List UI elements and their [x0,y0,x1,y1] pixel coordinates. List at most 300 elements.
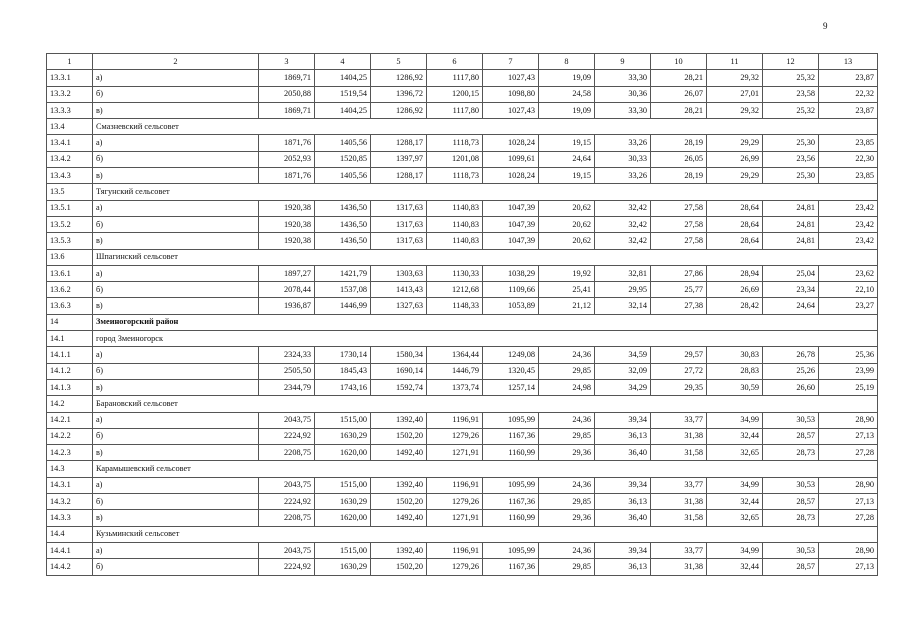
value-cell: 28,42 [707,298,763,314]
table-row [47,233,878,249]
value-cell: 29,29 [707,168,763,184]
value-cell: 29,85 [539,428,595,444]
value-cell: 2052,93 [259,151,315,167]
value-cell: 22,32 [819,86,878,102]
value-cell: 1317,63 [371,216,427,232]
value-cell: 25,32 [763,70,819,86]
value-cell: 33,77 [651,542,707,558]
value-cell: 1871,76 [259,135,315,151]
value-cell: 32,44 [707,494,763,510]
value-cell: 1620,00 [315,510,371,526]
value-cell: 1140,83 [427,216,483,232]
value-cell: 28,90 [819,412,878,428]
value-cell: 1936,87 [259,298,315,314]
value-cell: 26,99 [707,151,763,167]
value-cell: 1446,79 [427,363,483,379]
table-row [47,494,878,510]
value-cell: 23,42 [819,216,878,232]
value-cell: 28,90 [819,477,878,493]
value-cell: 26,78 [763,347,819,363]
value-cell: 1148,33 [427,298,483,314]
value-cell: 1690,14 [371,363,427,379]
section-title: Шпагинский сельсовет [93,249,878,265]
value-cell: 28,21 [651,70,707,86]
value-cell: 36,40 [595,510,651,526]
value-cell: 1436,50 [315,233,371,249]
row-label: б) [93,363,259,379]
value-cell: 30,59 [707,379,763,395]
row-label: б) [93,282,259,298]
row-label: в) [93,102,259,118]
value-cell: 30,53 [763,412,819,428]
row-code: 13.5.1 [47,200,93,216]
value-cell: 32,42 [595,200,651,216]
value-cell: 27,28 [819,510,878,526]
row-code: 13.3.3 [47,102,93,118]
value-cell: 30,53 [763,477,819,493]
value-cell: 1099,61 [483,151,539,167]
table-row [47,135,878,151]
value-cell: 27,13 [819,559,878,575]
value-cell: 19,15 [539,135,595,151]
row-label: б) [93,494,259,510]
value-cell: 1028,24 [483,168,539,184]
value-cell: 1279,26 [427,559,483,575]
value-cell: 33,26 [595,135,651,151]
value-cell: 25,19 [819,379,878,395]
header-cell: 2 [93,54,259,70]
value-cell: 2050,88 [259,86,315,102]
value-cell: 20,62 [539,233,595,249]
row-code: 13.5 [47,184,93,200]
value-cell: 30,83 [707,347,763,363]
value-cell: 31,38 [651,559,707,575]
row-code: 14.3 [47,461,93,477]
value-cell: 32,14 [595,298,651,314]
value-cell: 25,36 [819,347,878,363]
value-cell: 2505,50 [259,363,315,379]
row-label: в) [93,233,259,249]
row-label: в) [93,168,259,184]
value-cell: 1580,34 [371,347,427,363]
row-code: 14.3.1 [47,477,93,493]
value-cell: 1200,15 [427,86,483,102]
value-cell: 2344,79 [259,379,315,395]
value-cell: 1140,83 [427,233,483,249]
value-cell: 2224,92 [259,494,315,510]
value-cell: 22,30 [819,151,878,167]
table-row [47,379,878,395]
section-title: Карамышевский сельсовет [93,461,878,477]
value-cell: 32,44 [707,428,763,444]
value-cell: 26,05 [651,151,707,167]
value-cell: 1117,80 [427,102,483,118]
value-cell: 29,85 [539,494,595,510]
value-cell: 28,19 [651,135,707,151]
value-cell: 1436,50 [315,200,371,216]
value-cell: 20,62 [539,200,595,216]
row-label: а) [93,70,259,86]
value-cell: 1303,63 [371,265,427,281]
header-cell: 8 [539,54,595,70]
value-cell: 2078,44 [259,282,315,298]
table-row [47,282,878,298]
value-cell: 33,30 [595,102,651,118]
value-cell: 1320,45 [483,363,539,379]
value-cell: 26,69 [707,282,763,298]
value-cell: 23,87 [819,102,878,118]
header-cell: 3 [259,54,315,70]
value-cell: 1317,63 [371,200,427,216]
value-cell: 1249,08 [483,347,539,363]
row-code: 13.6 [47,249,93,265]
header-row [47,54,878,70]
row-code: 14.3.2 [47,494,93,510]
value-cell: 28,94 [707,265,763,281]
value-cell: 36,13 [595,428,651,444]
value-cell: 1421,79 [315,265,371,281]
value-cell: 1405,56 [315,168,371,184]
value-cell: 2208,75 [259,510,315,526]
table-row [47,445,878,461]
table-row [47,86,878,102]
value-cell: 26,60 [763,379,819,395]
value-cell: 1095,99 [483,477,539,493]
value-cell: 1196,91 [427,542,483,558]
value-cell: 32,09 [595,363,651,379]
value-cell: 1373,74 [427,379,483,395]
row-code: 14.4 [47,526,93,542]
value-cell: 1109,66 [483,282,539,298]
value-cell: 1160,99 [483,510,539,526]
row-label: а) [93,477,259,493]
value-cell: 1404,25 [315,70,371,86]
table-row [47,510,878,526]
value-cell: 1743,16 [315,379,371,395]
section-title: Кузьминский сельсовет [93,526,878,542]
value-cell: 1167,36 [483,428,539,444]
value-cell: 29,32 [707,70,763,86]
section-title: Барановский сельсовет [93,396,878,412]
value-cell: 1630,29 [315,559,371,575]
value-cell: 2043,75 [259,412,315,428]
value-cell: 28,21 [651,102,707,118]
value-cell: 24,58 [539,86,595,102]
value-cell: 34,99 [707,477,763,493]
value-cell: 1140,83 [427,200,483,216]
value-cell: 1502,20 [371,428,427,444]
value-cell: 28,73 [763,445,819,461]
value-cell: 1869,71 [259,70,315,86]
value-cell: 32,65 [707,445,763,461]
value-cell: 1405,56 [315,135,371,151]
value-cell: 1630,29 [315,428,371,444]
value-cell: 32,44 [707,559,763,575]
value-cell: 32,42 [595,233,651,249]
row-code: 14.3.3 [47,510,93,526]
value-cell: 29,32 [707,102,763,118]
row-code: 14 [47,314,93,330]
value-cell: 1095,99 [483,412,539,428]
row-code: 13.6.2 [47,282,93,298]
value-cell: 31,58 [651,445,707,461]
value-cell: 33,30 [595,70,651,86]
value-cell: 1392,40 [371,412,427,428]
row-code: 13.3.2 [47,86,93,102]
value-cell: 32,42 [595,216,651,232]
table-row [47,102,878,118]
value-cell: 39,34 [595,412,651,428]
table-row [47,265,878,281]
value-cell: 1118,73 [427,168,483,184]
value-cell: 1920,38 [259,233,315,249]
section-row [47,331,878,347]
value-cell: 33,77 [651,412,707,428]
value-cell: 1047,39 [483,216,539,232]
row-label: б) [93,428,259,444]
value-cell: 23,27 [819,298,878,314]
section-row [47,249,878,265]
value-cell: 23,85 [819,168,878,184]
value-cell: 36,13 [595,559,651,575]
header-cell: 4 [315,54,371,70]
row-code: 13.6.3 [47,298,93,314]
value-cell: 27,28 [819,445,878,461]
row-label: в) [93,298,259,314]
table-row [47,168,878,184]
row-code: 13.5.3 [47,233,93,249]
header-cell: 5 [371,54,427,70]
value-cell: 1730,14 [315,347,371,363]
value-cell: 1920,38 [259,216,315,232]
row-label: б) [93,151,259,167]
value-cell: 1436,50 [315,216,371,232]
row-code: 14.1.3 [47,379,93,395]
value-cell: 24,98 [539,379,595,395]
value-cell: 28,57 [763,428,819,444]
value-cell: 26,07 [651,86,707,102]
value-cell: 1130,33 [427,265,483,281]
value-cell: 1212,68 [427,282,483,298]
value-cell: 23,99 [819,363,878,379]
value-cell: 25,41 [539,282,595,298]
value-cell: 29,29 [707,135,763,151]
value-cell: 1520,85 [315,151,371,167]
value-cell: 1364,44 [427,347,483,363]
value-cell: 1196,91 [427,412,483,428]
value-cell: 1397,97 [371,151,427,167]
value-cell: 2324,33 [259,347,315,363]
value-cell: 1537,08 [315,282,371,298]
section-row [47,396,878,412]
value-cell: 19,09 [539,102,595,118]
value-cell: 1630,29 [315,494,371,510]
value-cell: 24,36 [539,347,595,363]
row-label: а) [93,135,259,151]
value-cell: 34,59 [595,347,651,363]
value-cell: 29,85 [539,363,595,379]
row-code: 13.4.2 [47,151,93,167]
row-code: 14.4.1 [47,542,93,558]
value-cell: 1098,80 [483,86,539,102]
value-cell: 23,34 [763,282,819,298]
value-cell: 28,64 [707,200,763,216]
value-cell: 1327,63 [371,298,427,314]
section-row [47,461,878,477]
value-cell: 27,58 [651,200,707,216]
value-cell: 1286,92 [371,102,427,118]
value-cell: 1160,99 [483,445,539,461]
value-cell: 1515,00 [315,412,371,428]
row-code: 14.2.1 [47,412,93,428]
table-row [47,363,878,379]
section-title: Тягунский сельсовет [93,184,878,200]
value-cell: 1167,36 [483,559,539,575]
header-cell: 13 [819,54,878,70]
value-cell: 2208,75 [259,445,315,461]
value-cell: 1515,00 [315,477,371,493]
value-cell: 1196,91 [427,477,483,493]
row-code: 14.2.2 [47,428,93,444]
value-cell: 1620,00 [315,445,371,461]
value-cell: 1871,76 [259,168,315,184]
row-label: в) [93,379,259,395]
header-cell: 11 [707,54,763,70]
row-code: 14.1 [47,331,93,347]
value-cell: 24,36 [539,412,595,428]
row-code: 14.1.1 [47,347,93,363]
row-code: 13.4.1 [47,135,93,151]
value-cell: 2043,75 [259,542,315,558]
value-cell: 24,64 [539,151,595,167]
value-cell: 27,13 [819,494,878,510]
value-cell: 23,56 [763,151,819,167]
value-cell: 24,36 [539,542,595,558]
value-cell: 39,34 [595,477,651,493]
header-cell: 10 [651,54,707,70]
value-cell: 1027,43 [483,70,539,86]
value-cell: 1492,40 [371,510,427,526]
section-title: город Змеиногорск [93,331,878,347]
value-cell: 1515,00 [315,542,371,558]
value-cell: 1845,43 [315,363,371,379]
section-title: Смазневский сельсовет [93,119,878,135]
value-cell: 1118,73 [427,135,483,151]
value-cell: 1897,27 [259,265,315,281]
value-cell: 1920,38 [259,200,315,216]
value-cell: 2224,92 [259,428,315,444]
value-cell: 30,53 [763,542,819,558]
row-code: 13.3.1 [47,70,93,86]
value-cell: 23,85 [819,135,878,151]
value-cell: 25,30 [763,135,819,151]
value-cell: 2224,92 [259,559,315,575]
row-code: 13.5.2 [47,216,93,232]
value-cell: 1492,40 [371,445,427,461]
value-cell: 27,58 [651,233,707,249]
value-cell: 1027,43 [483,102,539,118]
value-cell: 29,85 [539,559,595,575]
value-cell: 1592,74 [371,379,427,395]
value-cell: 28,57 [763,559,819,575]
header-cell: 1 [47,54,93,70]
value-cell: 29,95 [595,282,651,298]
value-cell: 36,13 [595,494,651,510]
value-cell: 34,29 [595,379,651,395]
table-row [47,151,878,167]
value-cell: 1288,17 [371,168,427,184]
tariff-table [46,53,878,576]
value-cell: 25,77 [651,282,707,298]
value-cell: 31,58 [651,510,707,526]
value-cell: 32,65 [707,510,763,526]
value-cell: 34,99 [707,412,763,428]
value-cell: 1279,26 [427,428,483,444]
table-row [47,542,878,558]
value-cell: 27,01 [707,86,763,102]
table-row [47,477,878,493]
value-cell: 27,72 [651,363,707,379]
value-cell: 24,64 [763,298,819,314]
value-cell: 27,86 [651,265,707,281]
value-cell: 23,42 [819,233,878,249]
value-cell: 1869,71 [259,102,315,118]
value-cell: 31,38 [651,428,707,444]
value-cell: 1257,14 [483,379,539,395]
value-cell: 23,87 [819,70,878,86]
value-cell: 1317,63 [371,233,427,249]
table-row [47,216,878,232]
table-row [47,70,878,86]
row-code: 13.4 [47,119,93,135]
value-cell: 25,30 [763,168,819,184]
row-code: 14.2.3 [47,445,93,461]
value-cell: 1201,08 [427,151,483,167]
value-cell: 32,81 [595,265,651,281]
value-cell: 1446,99 [315,298,371,314]
value-cell: 28,57 [763,494,819,510]
section-row [47,526,878,542]
row-label: в) [93,445,259,461]
value-cell: 1167,36 [483,494,539,510]
table-row [47,298,878,314]
value-cell: 28,90 [819,542,878,558]
value-cell: 29,35 [651,379,707,395]
value-cell: 1047,39 [483,233,539,249]
row-label: б) [93,216,259,232]
header-cell: 12 [763,54,819,70]
value-cell: 1396,72 [371,86,427,102]
table-row [47,200,878,216]
value-cell: 27,13 [819,428,878,444]
row-label: а) [93,412,259,428]
table-row [47,428,878,444]
value-cell: 30,36 [595,86,651,102]
value-cell: 22,10 [819,282,878,298]
table-row [47,412,878,428]
value-cell: 19,09 [539,70,595,86]
value-cell: 28,73 [763,510,819,526]
value-cell: 28,64 [707,216,763,232]
row-label: в) [93,510,259,526]
value-cell: 1413,43 [371,282,427,298]
value-cell: 23,58 [763,86,819,102]
value-cell: 24,81 [763,216,819,232]
row-label: а) [93,347,259,363]
row-code: 14.2 [47,396,93,412]
value-cell: 39,34 [595,542,651,558]
value-cell: 28,64 [707,233,763,249]
